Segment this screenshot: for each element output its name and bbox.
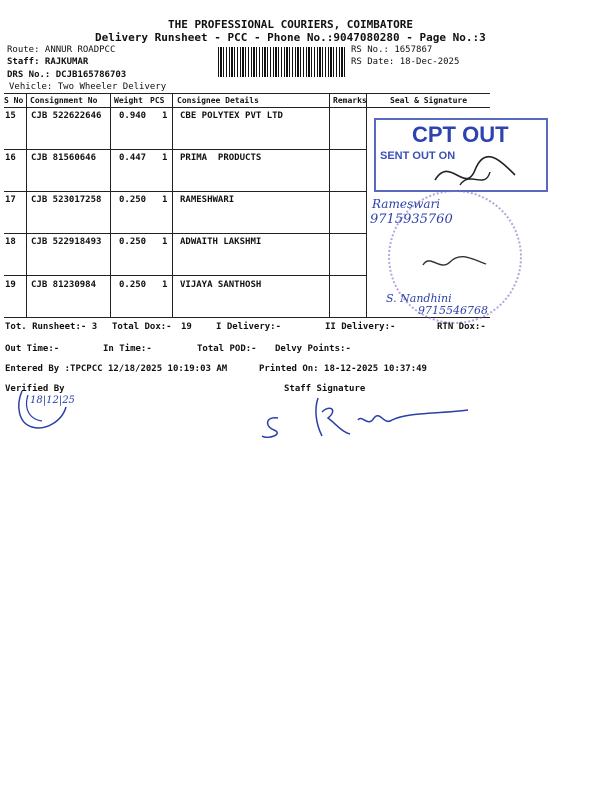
ii-delivery: II Delivery:- [325,322,396,332]
row-consignee: ADWAITH LAKSHMI [180,237,262,247]
column-header-consignment: Consignment No [30,96,98,105]
row-sno: 15 [5,111,16,121]
row-consignment: CJB 81560646 [31,153,97,163]
row-consignment: CJB 81230984 [31,280,97,290]
row-weight: 0.250 [119,237,147,247]
row-rule [4,191,366,192]
handwritten-phone: 9715935760 [370,212,453,227]
verified-by-label: Verified By [5,384,65,394]
printed-on: Printed On: 18-12-2025 10:37:49 [259,364,427,374]
column-header-weight: Weight [114,96,143,105]
row-pcs: 1 [162,111,168,121]
verified-stamp-icon [14,385,74,433]
row-sno: 19 [5,280,16,290]
table-top-rule [4,93,490,94]
out-time: Out Time:- [5,344,60,354]
row-pcs: 1 [162,237,168,247]
column-header-sno: S No [4,96,24,105]
row-weight: 0.940 [119,111,147,121]
row-consignee: RAMESHWARI [180,195,235,205]
cpt-out-text: CPT OUT [412,122,509,147]
verified-mark: 18|12|25 [30,395,75,406]
row-rule [4,275,366,276]
handwritten-phone: 9715546768 [418,304,488,317]
vehicle-label: Vehicle: Two Wheeler Delivery [9,82,167,92]
row-consignee: VIJAYA SANTHOSH [180,280,262,290]
column-header-remarks: Remarks [333,96,367,105]
drs-number: DRS No.: DCJB165786703 [7,70,127,80]
staff-signature-label: Staff Signature [284,384,366,394]
route-label: Route: ANNUR ROADPCC [7,45,116,55]
col-divider [172,93,173,317]
row-pcs: 1 [162,280,168,290]
total-runsheet: Tot. Runsheet:- 3 [5,322,98,332]
row-rule [4,149,366,150]
row-pcs: 1 [162,195,168,205]
handwritten-name: Rameswari [372,197,441,211]
total-dox-label: Total Dox:- [112,322,172,332]
row-consignee: PRIMA PRODUCTS [180,153,262,163]
row-sno: 18 [5,237,16,247]
column-header-consignee: Consignee Details [177,96,259,105]
row-weight: 0.447 [119,153,147,163]
handwritten-name: S. Nandhini [386,292,452,305]
table-bottom-rule [4,317,490,318]
rs-number: RS No.: 1657867 [351,45,433,55]
delivery-points: Delvy Points:- [275,344,351,354]
staff-sign-text [440,432,446,433]
row-sno: 17 [5,195,16,205]
staff-signature-icon [258,390,478,445]
row-consignment: CJB 523017258 [31,195,102,205]
barcode [218,47,346,77]
rs-date: RS Date: 18-Dec-2025 [351,57,460,67]
total-pod: Total POD:- [197,344,257,354]
company-name: THE PROFESSIONAL COURIERS, COIMBATORE [168,18,414,31]
total-dox-value: 19 [181,322,192,332]
col-divider [366,93,367,317]
i-delivery: I Delivery:- [216,322,282,332]
staff-label: Staff: RAJKUMAR [7,57,89,67]
entered-by: Entered By :TPCPCC 12/18/2025 10:19:03 AM [5,364,228,374]
row-weight: 0.250 [119,195,147,205]
col-divider [110,93,111,317]
col-divider [26,93,27,317]
row-consignee: CBE POLYTEX PVT LTD [180,111,283,121]
row-rule [4,233,366,234]
row-weight: 0.250 [119,280,147,290]
table-header-rule [4,107,490,108]
row-consignment: CJB 522918493 [31,237,102,247]
row-sno: 16 [5,153,16,163]
rtn-dox: RTN Dox:- [437,322,486,332]
column-header-seal: Seal & Signature [390,96,468,105]
col-divider [329,93,330,317]
column-header-pcs: PCS [150,96,165,105]
in-time: In Time:- [103,344,152,354]
sent-out-text: SENT OUT ON [380,150,456,162]
row-pcs: 1 [162,153,168,163]
handwritten-signature-icon [420,250,490,275]
runsheet-title: Delivery Runsheet - PCC - Phone No.:9047080280 - Page No.:3 [95,31,486,44]
row-consignment: CJB 522622646 [31,111,102,121]
